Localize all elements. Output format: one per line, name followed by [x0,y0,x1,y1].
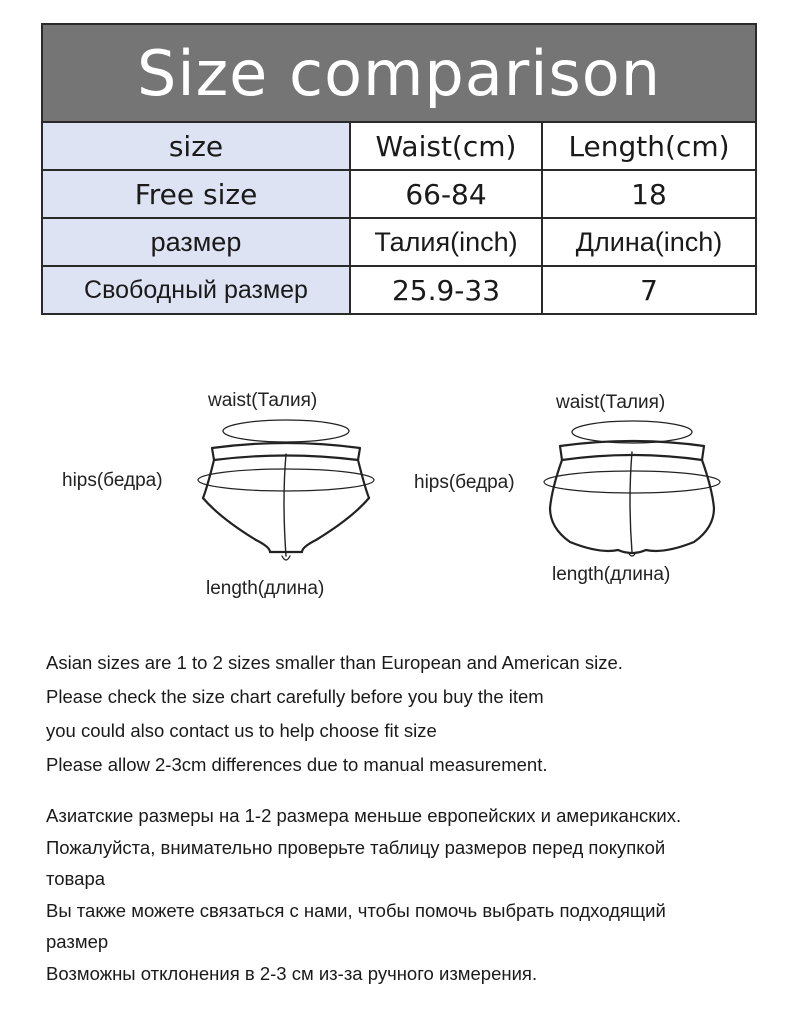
cell-free-size-ru: Свободный размер [43,266,350,313]
header-size-ru: размер [43,218,350,266]
brief-waist-label: waist(Талия) [208,390,318,411]
table-row [43,170,755,218]
boxer-hips-label: hips(бедра) [414,472,515,493]
note-line: Пожалуйста, внимательно проверьте таблицу размеров перед покупкой [46,836,666,858]
note-line: размер [46,931,109,952]
brief-hips-label: hips(бедра) [62,470,163,491]
note-line: Азиатские размеры на 1-2 размера меньше европейских и американских. [46,805,682,826]
cell-waist-cm: 66-84 [350,170,542,218]
note-line: you could also contact us to help choose fit size [46,720,437,741]
header-waist-cm: Waist(cm) [350,123,542,170]
notes-russian [46,800,766,989]
note-line: Возможны отклонения в 2-3 см из-за ручного измерения. [46,962,538,984]
size-comparison-card [41,23,757,315]
table-row [43,123,755,170]
note-line: Please check the size chart carefully before you buy the item [46,686,544,707]
note-line: Вы также можете связаться с нами, чтобы помочь выбрать подходящий [46,899,666,921]
cell-free-size: Free size [43,170,350,218]
header-size: size [43,123,350,170]
boxer-waist-label: waist(Талия) [556,392,666,413]
brief-diagram [60,370,390,610]
brief-length-label: length(длина) [206,578,325,599]
note-line: Asian sizes are 1 to 2 sizes smaller than European and American size. [46,652,623,673]
page-title: Size comparison [43,25,755,123]
header-length-inch: Длина(inch) [542,218,755,266]
size-table [43,123,755,313]
cell-length-cm: 18 [542,170,755,218]
boxer-length-label: length(длина) [552,564,671,585]
table-row [43,266,755,313]
boxer-diagram [410,370,740,610]
notes-english [46,646,623,782]
cell-waist-inch: 25.9-33 [350,266,542,313]
table-row [43,218,755,266]
header-waist-inch: Талия(inch) [350,218,542,266]
header-length-cm: Length(cm) [542,123,755,170]
note-line: Please allow 2-3cm differences due to manual measurement. [46,754,548,775]
note-line: товара [46,868,106,889]
cell-length-inch: 7 [542,266,755,313]
